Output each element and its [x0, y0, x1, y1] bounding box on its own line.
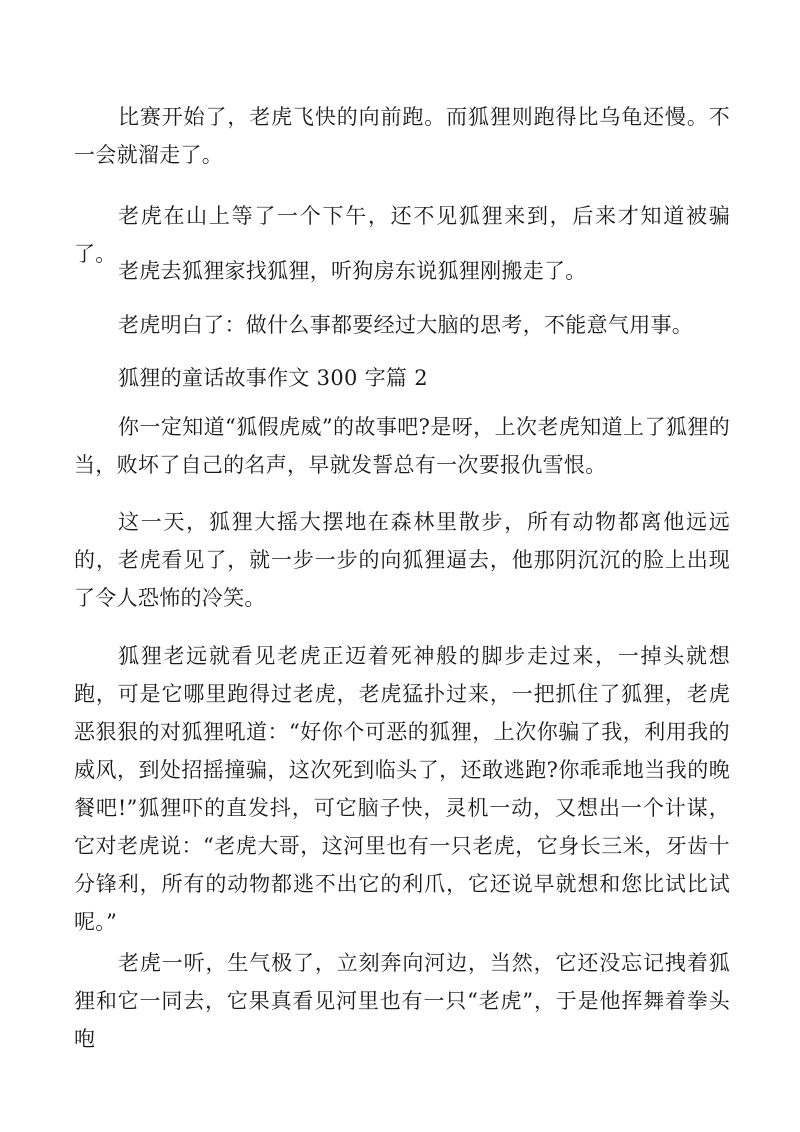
paragraph-race-start: 比赛开始了，老虎飞快的向前跑。而狐狸则跑得比乌龟还慢。不一会就溜走了。	[74, 105, 730, 167]
paragraph-moral: 老虎明白了：做什么事都要经过大脑的思考，不能意气用事。	[118, 313, 694, 337]
section-heading: 狐狸的童话故事作文 300 字篇 2	[118, 366, 428, 390]
paragraph-tiger-waiting: 老虎在山上等了一个下午，还不见狐狸来到，后来才知道被骗了。	[74, 204, 730, 266]
paragraph-intro: 你一定知道“狐假虎威”的故事吧?是呀，上次老虎知道上了狐狸的当，败坏了自己的名声，早就发誓总有一次要报仇雪恨。	[74, 415, 730, 477]
paragraph-fox-trick: 狐狸老远就看见老虎正迈着死神般的脚步走过来，一掉头就想跑，可是它哪里跑得过老虎，老虎猛扑过来，一把抓住了狐狸，老虎恶狠狠的对狐狸吼道：“好你个可恶的狐狸，上次你骗了我，利用我的威风，到处招摇撞骗，这次死到临头了，还敢逃跑?你乖乖地当我的晚餐吧!”狐狸吓的直发抖，可它脑子快，灵机一动，又想出一个计谋，它对老虎说：“老虎大哥，这河里也有一只老虎，它身长三米，牙齿十分锋利，所有的动物都逃不出它的利爪，它还说早就想和您比试比试呢。”	[74, 644, 730, 934]
paragraph-river: 老虎一听，生气极了，立刻奔向河边，当然，它还没忘记拽着狐狸和它一同去，它果真看见河里也有一只“老虎”，于是他挥舞着拳头咆	[74, 951, 730, 1051]
paragraph-forest-walk: 这一天，狐狸大摇大摆地在森林里散步，所有动物都离他远远的，老虎看见了，就一步一步的向狐狸逼去，他那阴沉沉的脸上出现了令人恐怖的冷笑。	[74, 510, 730, 610]
paragraph-fox-moved: 老虎去狐狸家找狐狸，听狗房东说狐狸刚搬走了。	[118, 259, 587, 283]
